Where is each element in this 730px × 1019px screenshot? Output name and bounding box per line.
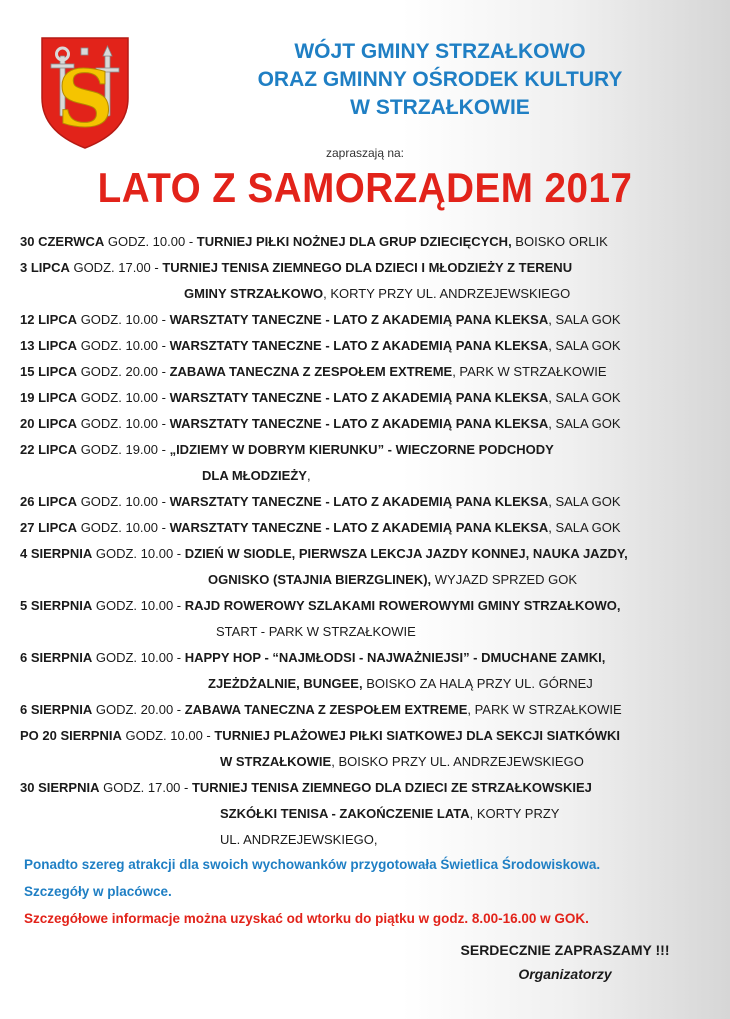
event-place: UL. ANDRZEJEWSKIEGO,	[220, 832, 378, 847]
closing-invite: SERDECZNIE ZAPRASZAMY !!!	[460, 942, 670, 958]
event-name: ZJEŻDŻALNIE, BUNGEE,	[208, 676, 363, 691]
event-date: 3 LIPCA	[20, 260, 70, 275]
event-time: GODZ. 10.00 -	[92, 650, 185, 665]
event-time: GODZ. 20.00 -	[92, 702, 185, 717]
event-row	[20, 359, 720, 385]
header-line-3: W STRZAŁKOWIE	[350, 96, 530, 119]
event-date: 20 LIPCA	[20, 416, 78, 431]
closing-block	[400, 938, 730, 986]
event-date: 26 LIPCA	[20, 494, 78, 509]
event-row	[20, 307, 720, 333]
coat-of-arms-icon	[38, 34, 132, 150]
event-name: RAJD ROWEROWY SZLAKAMI ROWEROWYMI GMINY STRZAŁKOWO,	[184, 598, 621, 613]
event-row	[20, 593, 720, 619]
event-date: 30 CZERWCA	[20, 234, 105, 249]
event-row	[20, 645, 720, 671]
event-name: WARSZTATY TANECZNE - LATO Z AKADEMIĄ PANA KLEKSA	[169, 416, 549, 431]
info-note-2: Szczegóły w placówce.	[24, 884, 172, 899]
event-time: GODZ. 10.00 -	[77, 338, 170, 353]
event-place: , KORTY PRZY	[469, 806, 560, 821]
event-place: WYJAZD SPRZED GOK	[431, 572, 578, 587]
event-place: , SALA GOK	[548, 416, 621, 431]
event-row	[20, 723, 720, 749]
event-place: , PARK W STRZAŁKOWIE	[452, 364, 607, 379]
crest-letter: S	[56, 54, 114, 145]
event-name: TURNIEJ TENISA ZIEMNEGO DLA DZIECI ZE STRZAŁKOWSKIEJ	[191, 780, 592, 795]
event-date: 30 SIERPNIA	[20, 780, 100, 795]
info-note-3: Szczegółowe informacje można uzyskać od wtorku do piątku w godz. 8.00-16.00 w GOK.	[24, 911, 589, 926]
coat-of-arms	[38, 34, 132, 150]
event-place: BOISKO ORLIK	[511, 234, 608, 249]
event-row	[20, 255, 720, 281]
header-line-1: WÓJT GMINY STRZAŁKOWO	[294, 40, 586, 63]
event-name: GMINY STRZAŁKOWO	[184, 286, 324, 301]
event-date: 13 LIPCA	[20, 338, 78, 353]
event-place: , SALA GOK	[548, 312, 621, 327]
event-time: GODZ. 19.00 -	[77, 442, 170, 457]
event-name: ZABAWA TANECZNA Z ZESPOŁEM EXTREME	[169, 364, 453, 379]
event-place: , BOISKO PRZY UL. ANDRZEJEWSKIEGO	[331, 754, 584, 769]
event-name: „IDZIEMY W DOBRYM KIERUNKU” - WIECZORNE PODCHODY	[169, 442, 554, 457]
event-place: BOISKO ZA HALĄ PRZY UL. GÓRNEJ	[362, 676, 593, 691]
event-date: 6 SIERPNIA	[20, 702, 93, 717]
event-date: PO 20 SIERPNIA	[20, 728, 122, 743]
event-name: ZABAWA TANECZNA Z ZESPOŁEM EXTREME	[184, 702, 468, 717]
event-row-continuation	[20, 463, 720, 489]
event-name: HAPPY HOP - “NAJMŁODSI - NAJWAŻNIEJSI” - DMUCHANE ZAMKI,	[184, 650, 606, 665]
event-place: , PARK W STRZAŁKOWIE	[467, 702, 622, 717]
event-time: GODZ. 10.00 -	[92, 598, 185, 613]
event-date: 22 LIPCA	[20, 442, 78, 457]
event-date: 6 SIERPNIA	[20, 650, 93, 665]
event-date: 19 LIPCA	[20, 390, 78, 405]
event-row	[20, 489, 720, 515]
event-time: GODZ. 10.00 -	[77, 494, 170, 509]
event-row-continuation	[20, 567, 720, 593]
event-row	[20, 385, 720, 411]
event-name: WARSZTATY TANECZNE - LATO Z AKADEMIĄ PANA KLEKSA	[169, 312, 549, 327]
event-row-continuation	[20, 801, 720, 827]
event-date: 5 SIERPNIA	[20, 598, 93, 613]
event-name: DLA MŁODZIEŻY	[202, 468, 307, 483]
event-time: GODZ. 20.00 -	[77, 364, 170, 379]
event-row	[20, 411, 720, 437]
event-row	[20, 697, 720, 723]
event-row	[20, 333, 720, 359]
event-name: WARSZTATY TANECZNE - LATO Z AKADEMIĄ PANA KLEKSA	[169, 390, 549, 405]
event-name: WARSZTATY TANECZNE - LATO Z AKADEMIĄ PANA KLEKSA	[169, 494, 549, 509]
event-row	[20, 775, 720, 801]
event-name: W STRZAŁKOWIE	[220, 754, 332, 769]
event-name: TURNIEJ TENISA ZIEMNEGO DLA DZIECI I MŁODZIEŻY Z TERENU	[162, 260, 573, 275]
event-row-continuation	[20, 281, 720, 307]
event-row-continuation	[20, 827, 720, 853]
event-row	[20, 437, 720, 463]
organizer-header	[150, 38, 730, 122]
event-name: OGNISKO (STAJNIA BIERZGLINEK),	[208, 572, 432, 587]
event-title: LATO Z SAMORZĄDEM 2017	[97, 164, 633, 211]
event-date: 15 LIPCA	[20, 364, 78, 379]
invite-text: zapraszają na:	[325, 146, 405, 160]
event-row	[20, 541, 720, 567]
event-place: ,	[306, 468, 311, 483]
event-place: , KORTY PRZY UL. ANDRZEJEWSKIEGO	[323, 286, 571, 301]
event-schedule	[20, 229, 720, 853]
info-note-1: Ponadto szereg atrakcji dla swoich wychowanków przygotowała Świetlica Środowiskowa.	[24, 857, 601, 872]
event-name: TURNIEJ PIŁKI NOŻNEJ DLA GRUP DZIECIĘCYCH,	[196, 234, 512, 249]
event-name: WARSZTATY TANECZNE - LATO Z AKADEMIĄ PANA KLEKSA	[169, 338, 549, 353]
event-name: TURNIEJ PLAŻOWEJ PIŁKI SIATKOWEJ DLA SEKCJI SIATKÓWKI	[214, 728, 621, 743]
event-name: WARSZTATY TANECZNE - LATO Z AKADEMIĄ PANA KLEKSA	[169, 520, 549, 535]
event-name: SZKÓŁKI TENISA - ZAKOŃCZENIE LATA	[220, 806, 470, 821]
event-place: , SALA GOK	[548, 494, 621, 509]
event-row	[20, 229, 720, 255]
event-time: GODZ. 10.00 -	[77, 312, 170, 327]
additional-info	[24, 851, 724, 932]
event-date: 27 LIPCA	[20, 520, 78, 535]
event-row-continuation	[20, 671, 720, 697]
event-place: , SALA GOK	[548, 520, 621, 535]
organizers-signature: Organizatorzy	[518, 966, 612, 982]
event-place: , SALA GOK	[548, 390, 621, 405]
event-time: GODZ. 10.00 -	[121, 728, 215, 743]
event-time: GODZ. 10.00 -	[92, 546, 185, 561]
header-line-2: ORAZ GMINNY OŚRODEK KULTURY	[257, 68, 623, 91]
event-time: GODZ. 10.00 -	[77, 520, 170, 535]
event-place: , SALA GOK	[548, 338, 621, 353]
event-place: START - PARK W STRZAŁKOWIE	[216, 624, 416, 639]
event-name: DZIEŃ W SIODLE, PIERWSZA LEKCJA JAZDY KONNEJ, NAUKA JAZDY,	[184, 546, 628, 561]
event-row-continuation	[20, 749, 720, 775]
event-row-continuation	[20, 619, 720, 645]
event-date: 12 LIPCA	[20, 312, 78, 327]
event-time: GODZ. 10.00 -	[104, 234, 197, 249]
event-time: GODZ. 17.00 -	[69, 260, 163, 275]
event-row	[20, 515, 720, 541]
event-time: GODZ. 17.00 -	[99, 780, 192, 795]
event-time: GODZ. 10.00 -	[77, 416, 170, 431]
event-date: 4 SIERPNIA	[20, 546, 93, 561]
event-time: GODZ. 10.00 -	[77, 390, 170, 405]
